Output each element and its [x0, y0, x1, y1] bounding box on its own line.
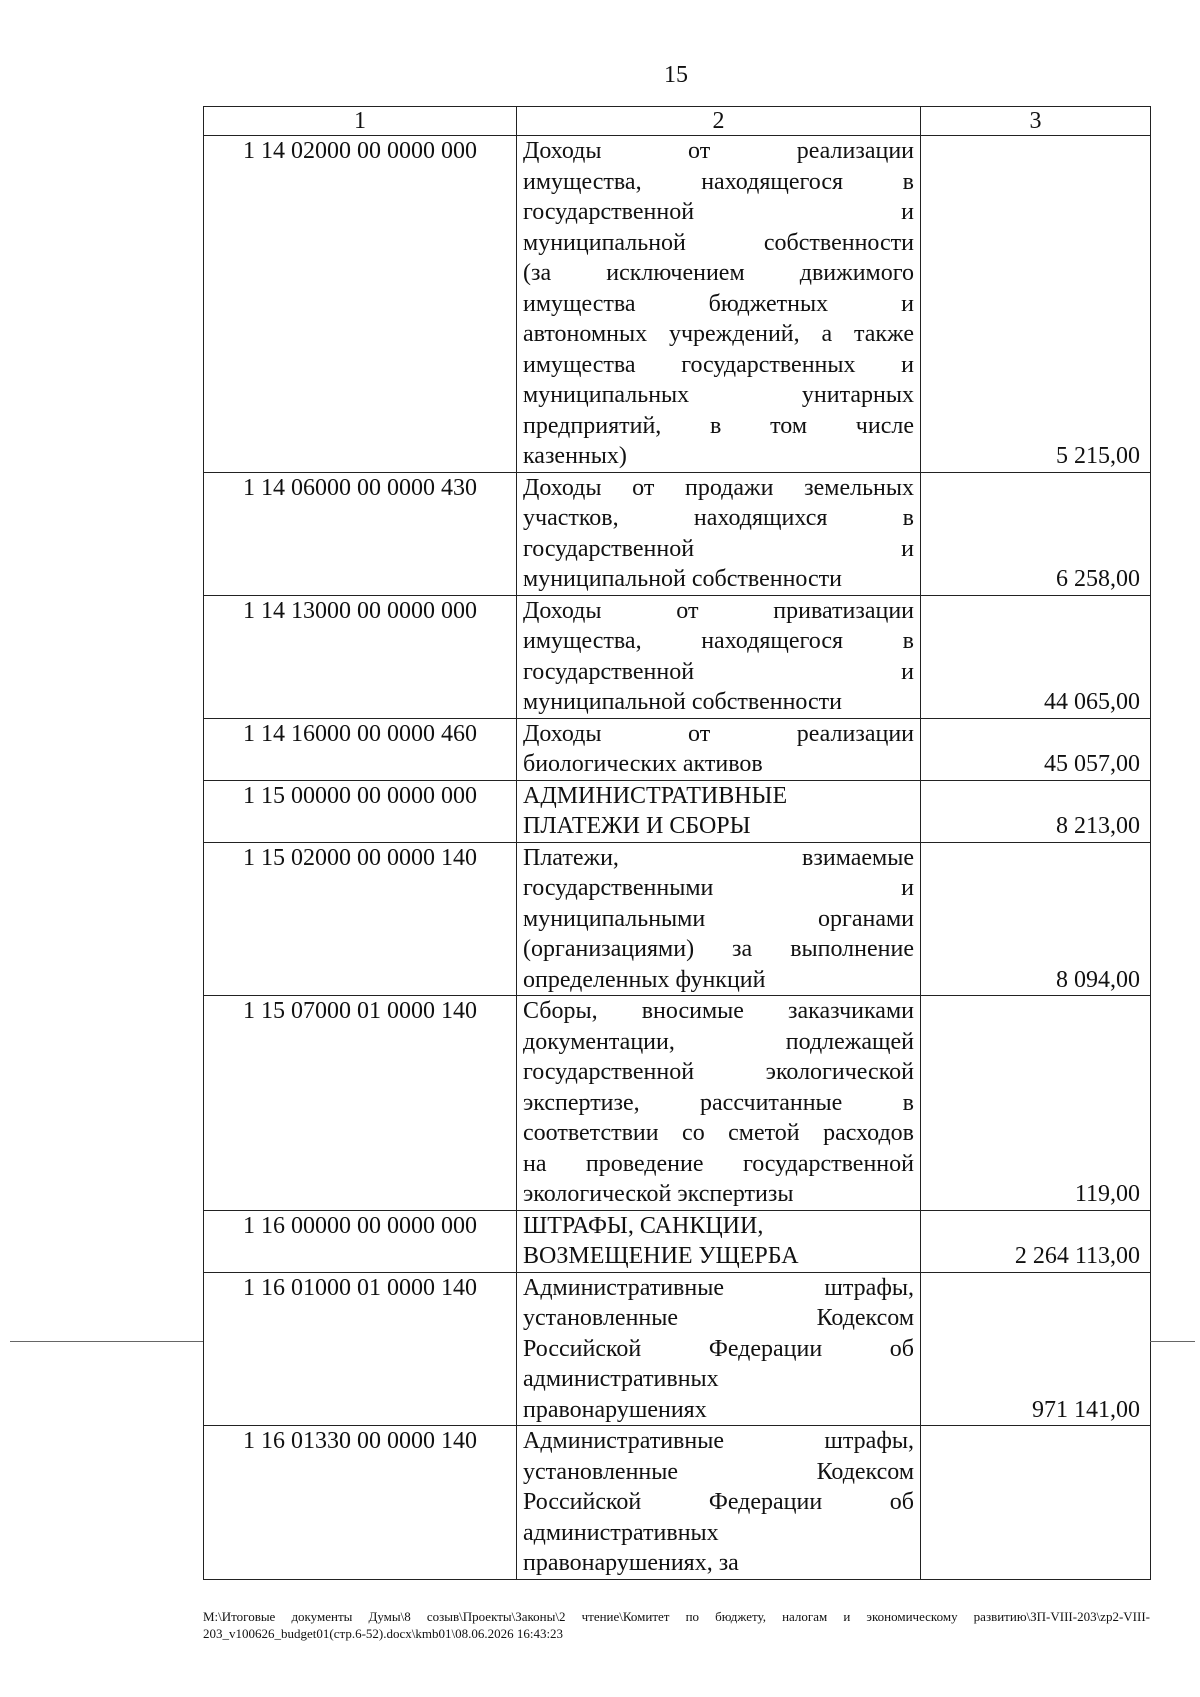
description-line: государственными и	[523, 875, 914, 901]
description-line: имущества, находящегося в	[523, 628, 914, 654]
description-line: правонарушениях, за	[523, 1550, 739, 1576]
description-cell	[517, 718, 921, 780]
description-line: участков, находящихся в	[523, 505, 914, 531]
description-line: Доходы от продажи земельных	[523, 474, 914, 501]
budget-code-cell: 1 14 06000 00 0000 430	[204, 472, 517, 595]
description-cell	[517, 1272, 921, 1426]
description-line: казенных)	[523, 443, 627, 469]
description-line: муниципальных унитарных	[523, 382, 914, 408]
description-line: установленные Кодексом	[523, 1305, 914, 1331]
description-cell	[517, 842, 921, 996]
table-row	[204, 1272, 1151, 1426]
budget-code-cell: 1 16 00000 00 0000 000	[204, 1210, 517, 1272]
description-line: (организациями) за выполнение	[523, 936, 914, 962]
description-line: Доходы от реализации	[523, 138, 914, 164]
table-row	[204, 472, 1151, 595]
amount-cell: 971 141,00	[921, 1272, 1151, 1426]
budget-code-cell: 1 16 01330 00 0000 140	[204, 1426, 517, 1580]
amount-cell: 5 215,00	[921, 136, 1151, 473]
description-line: государственной и	[523, 199, 914, 225]
description-line: Административные штрафы,	[523, 1274, 914, 1301]
table-row	[204, 136, 1151, 473]
description-line: имущества государственных и	[523, 351, 914, 378]
amount-cell: 8 094,00	[921, 842, 1151, 996]
description-line: Платежи, взимаемые	[523, 844, 914, 871]
amount-cell: 44 065,00	[921, 595, 1151, 718]
description-line: ШТРАФЫ, САНКЦИИ,	[523, 1212, 764, 1239]
description-line: Российской Федерации об	[523, 1335, 914, 1362]
description-line: экспертизе, рассчитанные в	[523, 1089, 914, 1116]
description-line: имущества бюджетных и	[523, 290, 914, 317]
budget-code-cell: 1 14 02000 00 0000 000	[204, 136, 517, 473]
table-row	[204, 842, 1151, 996]
budget-code-cell: 1 14 16000 00 0000 460	[204, 718, 517, 780]
description-line: установленные Кодексом	[523, 1458, 914, 1485]
table-row	[204, 718, 1151, 780]
description-line: ВОЗМЕЩЕНИЕ УЩЕРБА	[523, 1243, 799, 1269]
column-header-1: 1	[204, 107, 517, 136]
description-cell	[517, 1210, 921, 1272]
description-line: ПЛАТЕЖИ И СБОРЫ	[523, 813, 751, 839]
description-line: предприятий, в том числе	[523, 412, 914, 439]
description-line: правонарушениях	[523, 1396, 707, 1423]
description-line: административных	[523, 1366, 719, 1392]
description-line: муниципальной собственности	[523, 689, 842, 715]
description-line: АДМИНИСТРАТИВНЫЕ	[523, 782, 788, 809]
budget-code-cell: 1 16 01000 01 0000 140	[204, 1272, 517, 1426]
description-line: муниципальными органами	[523, 905, 914, 932]
description-line: государственной экологической	[523, 1059, 914, 1085]
column-header-3: 3	[921, 107, 1151, 136]
description-line: государственной и	[523, 535, 914, 562]
description-cell	[517, 136, 921, 473]
description-line: Доходы от реализации	[523, 720, 914, 747]
scan-artifact-line-left	[10, 1341, 203, 1342]
table-row	[204, 1426, 1151, 1580]
budget-code-cell: 1 15 07000 01 0000 140	[204, 996, 517, 1211]
description-line: на проведение государственной	[523, 1150, 914, 1177]
description-line: Сборы, вносимые заказчиками	[523, 998, 914, 1024]
table-header-row	[204, 107, 1151, 136]
description-line: государственной и	[523, 658, 914, 685]
description-cell	[517, 1426, 921, 1580]
description-line: документации, подлежащей	[523, 1028, 914, 1055]
amount-cell: 8 213,00	[921, 780, 1151, 842]
scan-artifact-line-right	[1150, 1341, 1195, 1342]
description-line: имущества, находящегося в	[523, 168, 914, 195]
description-line: определенных функций	[523, 966, 766, 993]
description-line: экологической экспертизы	[523, 1181, 794, 1207]
table-row	[204, 1210, 1151, 1272]
amount-cell: 2 264 113,00	[921, 1210, 1151, 1272]
table-row	[204, 996, 1151, 1211]
budget-code-cell: 1 15 02000 00 0000 140	[204, 842, 517, 996]
description-line: (за исключением движимого	[523, 260, 914, 286]
description-line: Административные штрафы,	[523, 1428, 914, 1454]
amount-cell	[921, 1426, 1151, 1580]
description-line: биологических активов	[523, 751, 763, 777]
budget-code-cell: 1 15 00000 00 0000 000	[204, 780, 517, 842]
description-line: соответствии со сметой расходов	[523, 1120, 914, 1146]
description-cell	[517, 996, 921, 1211]
description-cell	[517, 780, 921, 842]
column-header-2: 2	[517, 107, 921, 136]
description-line: Доходы от приватизации	[523, 597, 914, 624]
document-file-path-footer: М:\Итоговые документы Думы\8 созыв\Проекты\Законы\2 чтение\Комитет по бюджету, налогам и экономическому развитию\ЗП-VIII-203\zp2-VIII-203_v100626_budget01(стр.6-52).docx\kmb01\08.06.2026 16:43:23	[203, 1609, 1150, 1641]
amount-cell: 6 258,00	[921, 472, 1151, 595]
description-cell	[517, 472, 921, 595]
description-line: административных	[523, 1519, 719, 1546]
table-row	[204, 595, 1151, 718]
description-cell	[517, 595, 921, 718]
table-row	[204, 780, 1151, 842]
budget-revenue-table	[203, 106, 1151, 1580]
budget-code-cell: 1 14 13000 00 0000 000	[204, 595, 517, 718]
page-number: 15	[664, 62, 688, 88]
description-line: муниципальной собственности	[523, 229, 914, 256]
description-line: муниципальной собственности	[523, 566, 842, 592]
description-line: Российской Федерации об	[523, 1489, 914, 1515]
amount-cell: 45 057,00	[921, 718, 1151, 780]
description-line: автономных учреждений, а также	[523, 321, 914, 347]
amount-cell: 119,00	[921, 996, 1151, 1211]
